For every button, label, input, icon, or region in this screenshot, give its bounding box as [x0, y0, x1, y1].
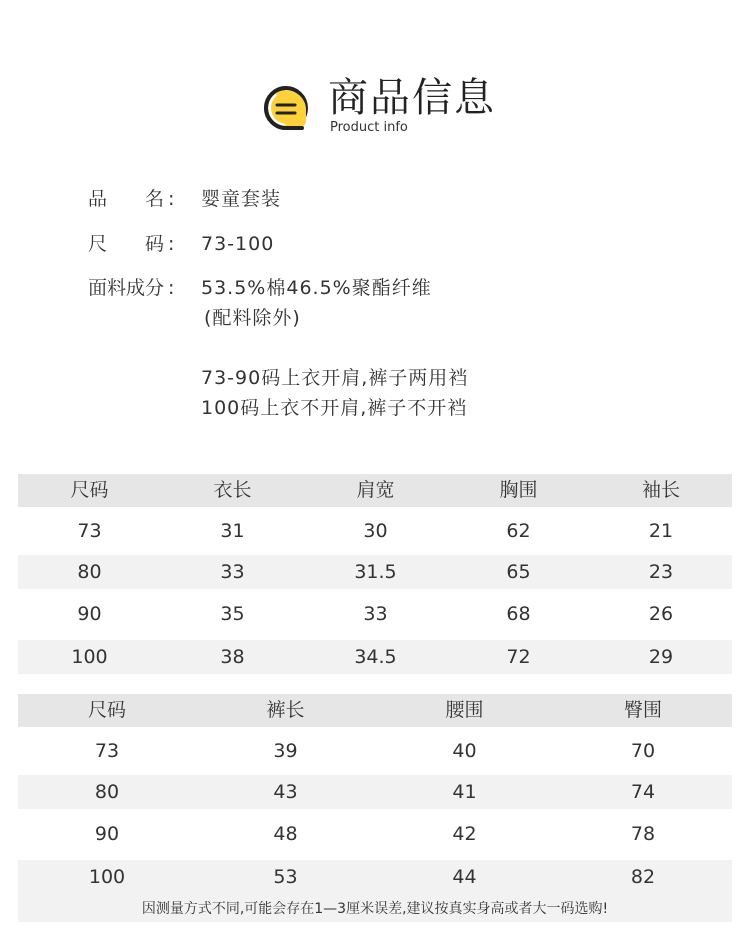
table-row — [18, 555, 732, 589]
table-cell: 80 — [94, 781, 120, 803]
table-cell: 38 — [220, 646, 245, 668]
table-row — [18, 775, 732, 809]
table-cell: 80 — [77, 561, 102, 583]
size-value: 73-100 — [201, 233, 275, 255]
section-header — [262, 76, 502, 140]
table-cell: 48 — [273, 823, 298, 845]
note-line-1: 73-90码上衣开肩,裤子两用裆 — [201, 367, 469, 389]
table-cell: 73 — [94, 740, 120, 762]
size-label — [88, 230, 180, 258]
table-header-cell: 腰围 — [445, 699, 484, 721]
fabric-value: 53.5%棉46.5%聚酯纤维 — [201, 277, 432, 299]
table-cell: 44 — [452, 866, 477, 888]
table-cell: 82 — [630, 866, 656, 888]
table-row — [18, 817, 732, 851]
name-label-char-1: 品 — [88, 188, 108, 210]
table-cell: 62 — [506, 520, 531, 542]
table-cell: 53 — [273, 866, 298, 888]
name-label — [88, 185, 180, 213]
table-header-cell: 胸围 — [499, 479, 538, 501]
table-cell: 74 — [630, 781, 656, 803]
table-cell: 70 — [630, 740, 656, 762]
table-cell: 31.5 — [354, 561, 397, 583]
table-cell: 78 — [630, 823, 656, 845]
table-cell: 72 — [506, 646, 531, 668]
size-label-char-1: 尺 — [88, 233, 108, 255]
table-row — [18, 640, 732, 674]
table-header-cell: 袖长 — [641, 479, 680, 501]
table-cell: 68 — [506, 603, 531, 625]
note-line-2: 100码上衣不开肩,裤子不开裆 — [201, 397, 468, 419]
table-cell: 100 — [71, 646, 108, 668]
table-cell: 42 — [452, 823, 477, 845]
table-cell: 40 — [452, 740, 477, 762]
table-cell: 43 — [273, 781, 298, 803]
table-header-cell: 衣长 — [213, 479, 252, 501]
name-label-char-2: 名 — [145, 188, 165, 210]
table-header-row — [18, 694, 732, 727]
table-cell: 35 — [220, 603, 245, 625]
table-cell: 29 — [648, 646, 674, 668]
fabric-note: (配料除外) — [204, 307, 301, 329]
table-cell: 26 — [648, 603, 674, 625]
size-label-char-2: 码 — [145, 233, 165, 255]
table-cell: 33 — [363, 603, 388, 625]
table-cell: 34.5 — [354, 646, 397, 668]
table-cell: 41 — [452, 781, 477, 803]
page-subtitle: Product info — [330, 120, 408, 135]
table-cell: 33 — [220, 561, 245, 583]
table-cell: 23 — [648, 561, 674, 583]
table-cell: 90 — [77, 603, 102, 625]
table-cell: 21 — [648, 520, 674, 542]
fabric-label: 面料成分 — [88, 277, 165, 299]
document-list-icon — [262, 85, 312, 131]
table-header-cell: 裤长 — [266, 699, 305, 721]
page-title: 商品信息 — [328, 75, 496, 121]
table-cell: 30 — [363, 520, 388, 542]
size-colon: : — [168, 233, 175, 255]
name-value: 婴童套装 — [201, 188, 282, 210]
fabric-colon: : — [168, 277, 175, 299]
footer-note: 因测量方式不同,可能会存在1—3厘米误差,建议按真实身高或者大一码选购! — [141, 901, 609, 917]
table-header-cell: 尺码 — [87, 699, 126, 721]
table-cell: 65 — [506, 561, 531, 583]
table-header-row — [18, 474, 732, 507]
table-cell: 39 — [273, 740, 298, 762]
table-cell: 100 — [88, 866, 126, 888]
table-row — [18, 597, 732, 631]
table-cell: 31 — [220, 520, 245, 542]
name-colon: : — [168, 188, 175, 210]
table-header-cell: 臀围 — [623, 699, 662, 721]
table-row — [18, 514, 732, 548]
table-header-cell: 肩宽 — [356, 479, 395, 501]
table-cell: 90 — [94, 823, 120, 845]
table-row — [18, 734, 732, 768]
table-header-cell: 尺码 — [70, 479, 109, 501]
table-cell: 73 — [77, 520, 102, 542]
